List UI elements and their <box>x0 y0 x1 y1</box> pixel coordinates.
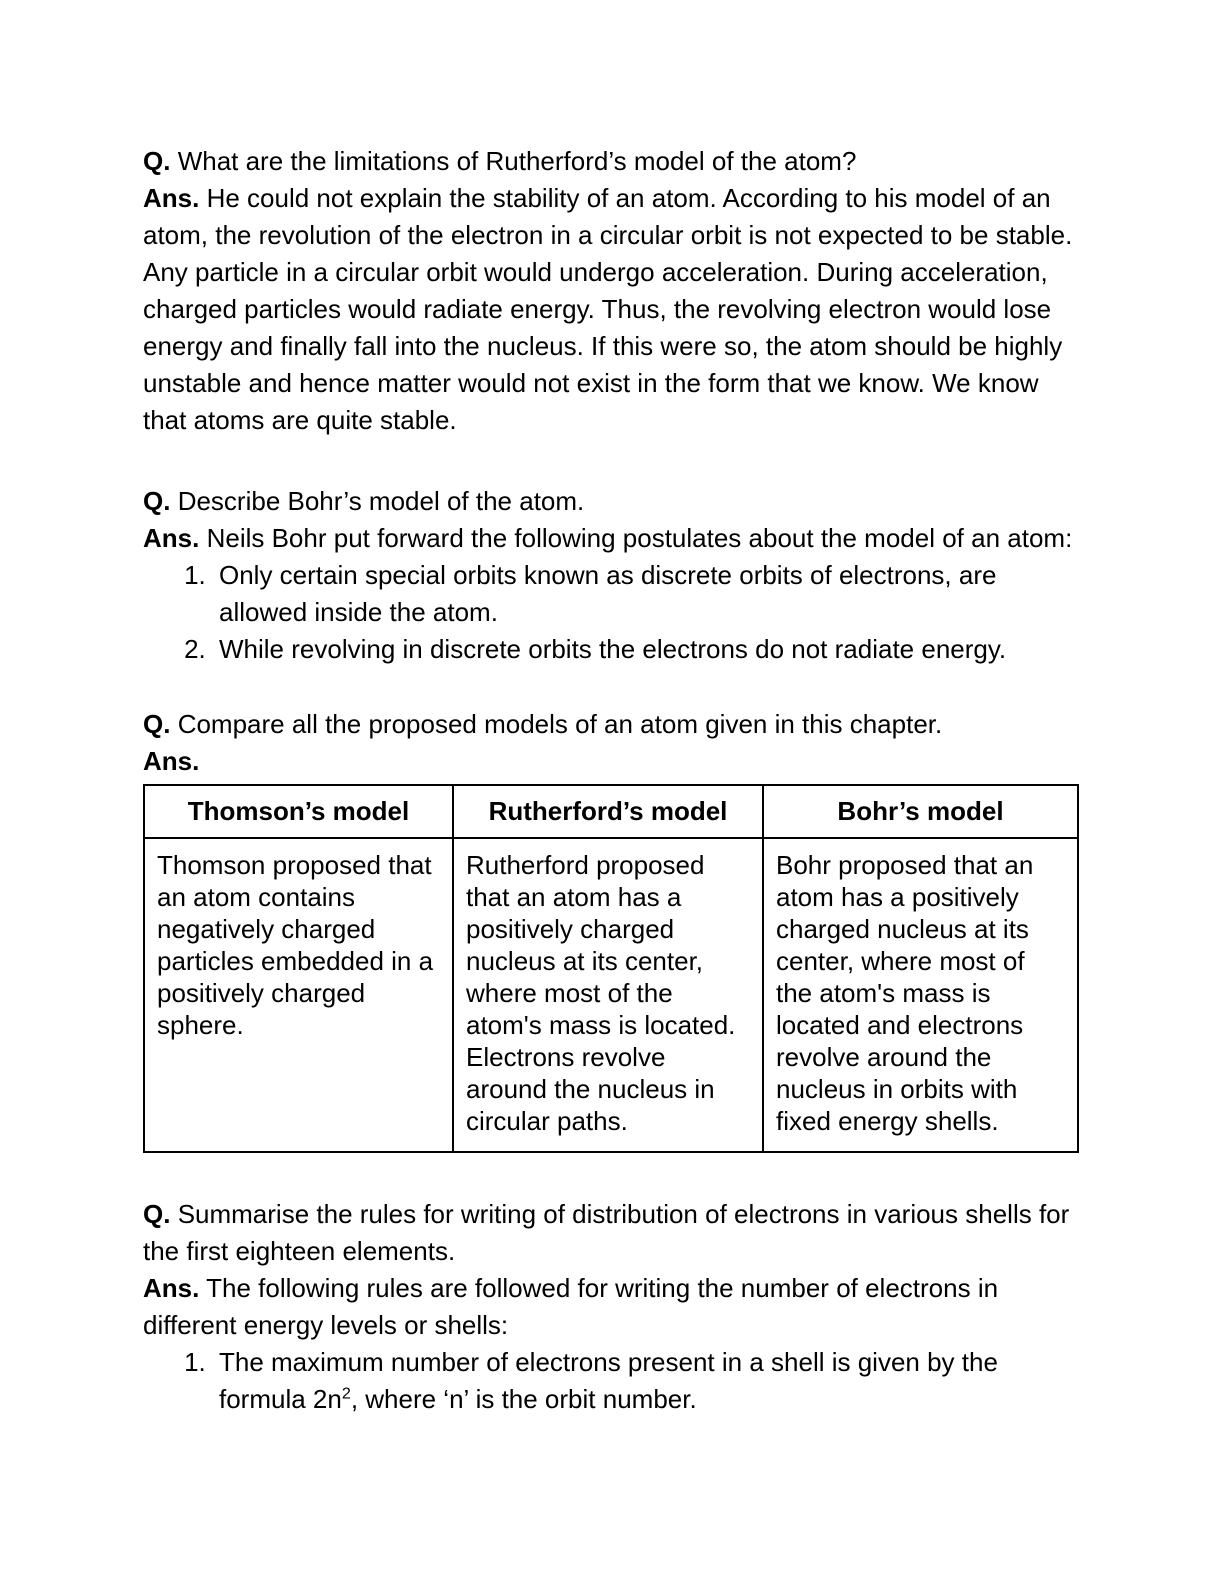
question-label: Q. <box>143 486 171 516</box>
list-item: 1. Only certain special orbits known as discrete orbits of electrons, are allowed inside the atom. <box>213 557 1077 631</box>
question-text: Summarise the rules for writing of distribution of electrons in various shells for the first eighteen elements. <box>143 1199 1070 1266</box>
question-text: Compare all the proposed models of an atom given in this chapter. <box>177 709 943 739</box>
question-paragraph <box>143 706 1077 743</box>
answer-label: Ans. <box>143 183 200 213</box>
answer-paragraph <box>143 743 1077 780</box>
answer-text: Neils Bohr put forward the following postulates about the model of an atom: <box>206 523 1073 553</box>
answer-text: The following rules are followed for writing the number of electrons in different energy levels or shells: <box>143 1273 999 1340</box>
question-label: Q. <box>143 1199 171 1229</box>
table-header-row <box>144 785 1078 838</box>
formula-superscript: 2 <box>341 1384 351 1403</box>
qa-block-bohr-model <box>143 483 1077 668</box>
list-item <box>213 1344 1077 1418</box>
column-header-thomson: Thomson’s model <box>144 785 453 838</box>
table-body-row <box>144 838 1078 1152</box>
rules-list <box>143 1344 1077 1418</box>
answer-paragraph <box>143 520 1077 557</box>
question-label: Q. <box>143 146 171 176</box>
qa-block-electron-distribution <box>143 1196 1077 1418</box>
answer-label: Ans. <box>143 746 200 776</box>
table-cell-rutherford: Rutherford proposed that an atom has a positively charged nucleus at its center, where most of the atom's mass is located. Electrons revolve around the nucleus in circular paths. <box>453 838 763 1152</box>
rule-text-post: , where ‘n’ is the orbit number. <box>350 1384 697 1414</box>
qa-block-compare-models <box>143 706 1077 1153</box>
question-paragraph <box>143 483 1077 520</box>
answer-label: Ans. <box>143 1273 200 1303</box>
qa-block-rutherford-limitations <box>143 143 1077 439</box>
answer-text: He could not explain the stability of an atom. According to his model of an atom, the revolution of the electron in a circular orbit is not expected to be stable. Any particle in a circular orbit would undergo acceleration. During acceleration, charged particles would radiate energy. Thus, the revolving electron would lose energy and finally fall into the nucleus. If this were so, the atom should be highly unstable and hence matter would not exist in the form that we know. We know that atoms are quite stable. <box>143 183 1073 435</box>
answer-paragraph <box>143 180 1077 439</box>
answer-paragraph <box>143 1270 1077 1344</box>
comparison-table <box>143 784 1079 1153</box>
table-cell-thomson: Thomson proposed that an atom contains negatively charged particles embedded in a positively charged sphere. <box>144 838 453 1152</box>
question-label: Q. <box>143 709 171 739</box>
answer-label: Ans. <box>143 523 200 553</box>
question-paragraph <box>143 143 1077 180</box>
rule-text-pre: The maximum number of electrons present in a shell is given by the formula 2n <box>219 1347 998 1414</box>
postulates-list <box>143 557 1077 668</box>
question-text: Describe Bohr’s model of the atom. <box>177 486 585 516</box>
column-header-rutherford: Rutherford’s model <box>453 785 763 838</box>
column-header-bohr: Bohr’s model <box>763 785 1078 838</box>
list-item: 2. While revolving in discrete orbits the electrons do not radiate energy. <box>213 631 1077 668</box>
question-paragraph <box>143 1196 1077 1270</box>
question-text: What are the limitations of Rutherford’s model of the atom? <box>177 146 857 176</box>
table-cell-bohr: Bohr proposed that an atom has a positively charged nucleus at its center, where most of the atom's mass is located and electrons revolve around the nucleus in orbits with fixed energy shells. <box>763 838 1078 1152</box>
